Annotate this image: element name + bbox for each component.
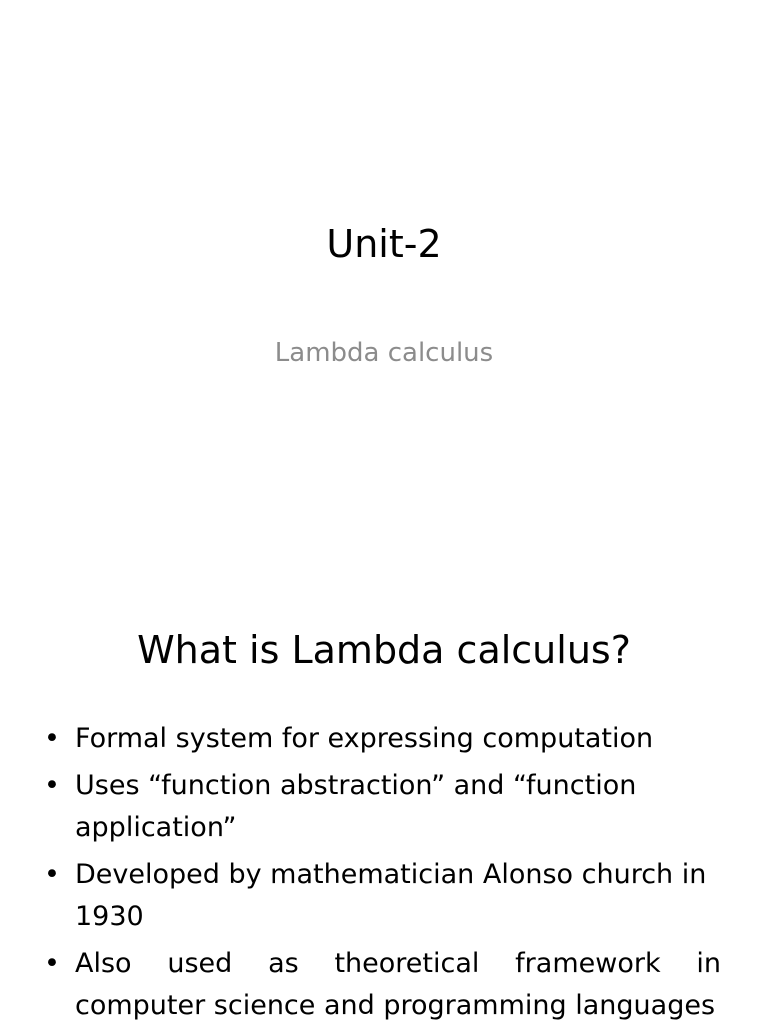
bullet-text: Developed by mathematician Alonso church in 1930 xyxy=(75,859,707,932)
bullet-text: Also used as theoretical framework in computer science and programming languages xyxy=(75,948,721,1021)
bullet-text: Formal system for expressing computation xyxy=(75,723,654,754)
bullet-item xyxy=(44,854,721,938)
slide-title: Unit-2 xyxy=(326,222,442,266)
bullet-item xyxy=(44,765,721,849)
bullet-list xyxy=(44,718,721,1032)
slide-subtitle: Lambda calculus xyxy=(274,338,494,368)
bullet-item xyxy=(44,943,721,1027)
bullet-icon: • xyxy=(44,948,60,979)
content-slide-title: What is Lambda calculus? xyxy=(137,628,631,672)
content-slide xyxy=(0,576,768,1024)
bullet-text: Uses “function abstraction” and “function application” xyxy=(75,770,637,843)
bullet-icon: • xyxy=(44,723,60,754)
bullet-icon: • xyxy=(44,770,60,801)
bullet-item xyxy=(44,718,721,760)
bullet-icon: • xyxy=(44,859,60,890)
